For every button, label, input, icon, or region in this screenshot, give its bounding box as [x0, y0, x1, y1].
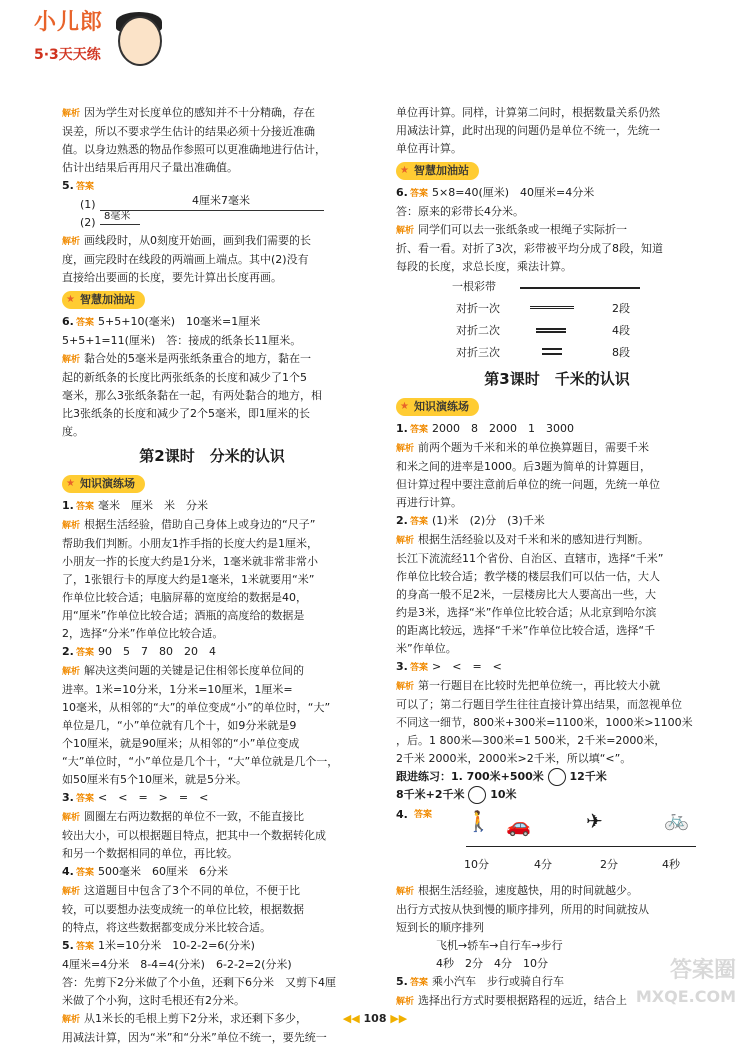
text-line: 长江下流流经11个省份、自治区、直辖市，选择“千米”: [396, 552, 664, 565]
text-line: 个10厘米，就是90厘米；从相邻的“小”单位变成: [62, 737, 300, 750]
text-line: 用减法计算，此时出现的问题仍是单位不统一，先统一: [396, 124, 660, 137]
fold-3-label: 对折三次: [456, 346, 500, 359]
text-line: 用减法计算，因为“米”和“分米”单位不统一，要先统一: [62, 1031, 327, 1044]
right-column: [396, 104, 718, 1011]
text-line: 的特点，将这些数据都变成分米比较合适。: [62, 921, 271, 934]
text-line: 单位再计算。同样，计算第二问时，根据数量关系仍然: [396, 106, 660, 119]
text-line: 解析 前两个题为千米和米的单位换算题目，需要千米: [396, 441, 650, 454]
walking-person-icon: 🚶: [466, 809, 491, 833]
series-name: 5·3天天练: [34, 47, 101, 63]
watermark: 答案圈 MXQE.COM: [635, 958, 736, 1006]
text-line: 再进行计算。: [396, 496, 462, 509]
question-4: 4. 答案 500毫米 60厘米 6分米: [62, 865, 229, 878]
question-6: 6. 答案 5×8=40(厘米) 40厘米=4分米: [396, 186, 595, 199]
text-line: 米做了个小狗，这时毛根还有2分米。: [62, 994, 245, 1007]
fold-2-strip: [536, 328, 566, 333]
text-line: 较，可以要想办法变成统一的单位比较，根据数据: [62, 903, 304, 916]
text-line: 可以了；第二行题目学生往往直接计算出结果，而忽视单位: [396, 698, 682, 711]
text-line: 解析 因为学生对长度单位的感知并不十分精确，存在: [62, 104, 362, 123]
lesson-3-title: 第3课时 千米的认识: [484, 370, 630, 388]
text-line: 误差，所以不要求学生估计的结果必须十分接近准确: [62, 125, 315, 138]
text-line: ，后。1 800米—300米=1 500米，2千米=2000米，: [396, 734, 666, 747]
order-line: 飞机→轿车→自行车→步行: [436, 939, 563, 952]
text-line: 折、看一看。对折了3次，彩带被平均分成了8段，知道: [396, 242, 663, 255]
time-walk: 10分: [464, 858, 489, 871]
prev-arrow-icon: ◀◀: [342, 1012, 360, 1025]
text-line: 解析 选择出行方式时要根据路程的远近，结合上: [396, 994, 628, 1007]
follow-up-2: 8千米+2千米 10米: [396, 786, 718, 804]
text-line: 毫米，那么3张纸条黏在一起，有两处黏合的地方，相: [62, 389, 322, 402]
text-line: 比3张纸条的长度和减少了2个5毫米，即1厘米的长: [62, 407, 310, 420]
text-line: 估计出结果后再用尺子量出准确值。: [62, 161, 238, 174]
transport-diagram: 4. 答案 🚶 🚗 ✈ 🚲 10分 4分 2分 4秒: [396, 806, 718, 880]
text-line: 短到长的顺序排列: [396, 921, 484, 934]
question-5: 5. 答案: [62, 179, 95, 192]
text-line: 2千米 2000米，2000米>2千米，所以填“<”。: [396, 752, 632, 765]
text-line: 4厘米=4分米 8-4=4(分米) 6-2-2=2(分米): [62, 958, 292, 971]
question-1: 1. 答案 毫米 厘米 米 分米: [62, 499, 209, 512]
question-3: 3. 答案 > < = <: [396, 660, 502, 673]
question-5b: 5. 答案 1米=10分米 10-2-2=6(分米): [62, 939, 255, 952]
text-line: 作单位比较合适；教学楼的楼层我们可以估一估，大人: [396, 570, 660, 583]
text-line: 作单位比较合适；电脑屏幕的宽度给的数据是40，: [62, 591, 307, 604]
text-line: 了，1张银行卡的厚度大约是1毫米，1米就要用“米”: [62, 573, 315, 586]
text-line: 米”作单位。: [396, 642, 457, 655]
banner-zhihui: ★ 智慧加油站: [62, 291, 145, 309]
text-line: 的距离比较远，选择“千米”作单位比较合适，选择“千: [396, 624, 656, 637]
text-line: 直接给出要画的长度，要先计算出长度再画。: [62, 271, 282, 284]
text-line: 答：原来的彩带长4分米。: [396, 205, 524, 218]
text-line: 解析 根据生活经验，借助自己身体上或身边的“尺子”: [62, 518, 316, 531]
brand-name: 小儿郎: [34, 10, 104, 35]
text-line: 解析 这道题目中包含了3个不同的单位，不便于比: [62, 884, 301, 897]
follow-up-1: 跟进练习：1. 700米+500米 12千米: [396, 768, 718, 786]
banner-zhishi: ★ 知识演练场: [396, 398, 479, 416]
text-line: 进率。1米=10分米，1分米=10厘米，1厘米=: [62, 683, 293, 696]
time-car: 4分: [534, 858, 552, 871]
time-bike: 2分: [600, 858, 618, 871]
page-number: ◀◀ 108 ▶▶: [342, 1012, 408, 1025]
next-arrow-icon: ▶▶: [390, 1012, 408, 1025]
compare-circle: [548, 768, 566, 786]
text-line: 2，选择“分米”作单位比较合适。: [62, 627, 224, 640]
text-line: 度。: [62, 425, 84, 438]
text-line: 解析 解决这类问题的关键是记住相邻长度单位间的: [62, 664, 305, 677]
brand-logo: [34, 10, 144, 68]
fold-3-strip: [542, 348, 562, 355]
text-line: 帮助我们判断。小朋友1拃手指的长度大约是1厘米，: [62, 537, 318, 550]
text-line: 小朋友一拃的长度大约是1分米，1毫米就非常非常小: [62, 555, 318, 568]
fold-1-count: 2段: [612, 302, 630, 315]
ribbon-label: 一根彩带: [452, 280, 496, 293]
text-line: 出行方式按从快到慢的顺序排列，所用的时间就按从: [396, 903, 649, 916]
text-line: “大”单位时，“小”单位是几个十，“大”单位就是几个一，: [62, 755, 339, 768]
text-line: 的身高一般不足2米，一层楼房比大人要高出一些，大: [396, 588, 656, 601]
text-line: 解析 根据生活经验以及对千米和米的感知进行判断。: [396, 533, 650, 546]
text-line: 和另一个数据相同的单位，再比较。: [62, 847, 238, 860]
ribbon-strip: [520, 287, 640, 289]
text-line: 解析 画线段时，从0刻度开始画，画到我们需要的长: [62, 234, 312, 247]
text-line: 约是3米，选择“米”作单位比较合适；从北京到哈尔滨: [396, 606, 657, 619]
car-icon: 🚗: [506, 813, 531, 837]
text-line: 每段的长度，求总长度，乘法计算。: [396, 260, 572, 273]
fold-2-label: 对折二次: [456, 324, 500, 337]
text-line: 解析 圆圈左右两边数据的单位不一致，不能直接比: [62, 810, 305, 823]
fold-1-strip: [530, 306, 574, 309]
compare-circle: [468, 786, 486, 804]
segment-2: (2) 8毫米: [62, 214, 362, 232]
text-line: 不同这一细节，800米+300米=1100米，1000米>1100米: [396, 716, 693, 729]
text-line: 和米之间的进率是1000。后3题为简单的计算题目，: [396, 460, 651, 473]
banner-zhishi: ★ 知识演练场: [62, 475, 145, 493]
segment-1: (1) 4厘米7毫米: [62, 196, 362, 214]
connector-line: [466, 846, 696, 847]
fold-diagram: [396, 278, 718, 364]
question-2: 2. 答案 90 5 7 80 20 4: [62, 645, 217, 658]
text-line: 10毫米，从相邻的“大”的单位变成“小”的单位时，“大”: [62, 701, 331, 714]
fold-1-label: 对折一次: [456, 302, 500, 315]
lesson-2-title: 第2课时 分米的认识: [139, 447, 285, 465]
text-line: 解析 同学们可以去一张纸条或一根绳子实际折一: [396, 223, 628, 236]
question-6: 6. 答案 5+5+10(毫米) 10毫米=1厘米: [62, 315, 261, 328]
left-column: [62, 104, 362, 1047]
text-line: 起的新纸条的长度比两张纸条的长度和减少了1个5: [62, 371, 307, 384]
text-line: 5+5+1=11(厘米) 答：接成的纸条长11厘米。: [62, 334, 302, 347]
question-2: 2. 答案 (1)米 (2)分 (3)千米: [396, 514, 545, 527]
order-times: 4秒 2分 4分 10分: [436, 957, 548, 970]
text-line: 解析 根据生活经验，速度越快，用的时间就越少。: [396, 884, 639, 897]
text-line: 度，画完段时在线段的两端画上端点。其中(2)没有: [62, 253, 309, 266]
text-line: 答：先剪下2分米做了个小鱼，还剩下6分米 又剪下4厘: [62, 976, 336, 989]
text-line: 用“厘米”作单位比较合适；酒瓶的高度给的数据是: [62, 609, 305, 622]
time-plane: 4秒: [662, 858, 680, 871]
airplane-icon: ✈: [586, 809, 603, 833]
text-line: 解析 黏合处的5毫米是两张纸条重合的地方，黏在一: [62, 352, 312, 365]
fold-3-count: 8段: [612, 346, 630, 359]
question-3: 3. 答案 < < = > = <: [62, 791, 209, 804]
fold-2-count: 4段: [612, 324, 630, 337]
question-1: 1. 答案 2000 8 2000 1 3000: [396, 422, 574, 435]
jiexi-tag: 解析: [62, 109, 81, 119]
bicycle-icon: 🚲: [664, 807, 689, 831]
mascot-face-icon: [118, 16, 162, 66]
text-line: 如50厘米有5个10厘米，就是5分米。: [62, 773, 247, 786]
question-5: 5. 答案 乘小汽车 步行或骑自行车: [396, 975, 565, 988]
text-line: 但计算过程中要注意前后单位的统一问题，先统一单位: [396, 478, 660, 491]
text-line: 单位是几，“小”单位就有几个十，如9分米就是9: [62, 719, 297, 732]
text-line: 较出大小，可以根据题目特点，把其中一个数据转化成: [62, 829, 326, 842]
text-line: 单位再计算。: [396, 142, 462, 155]
text-line: 值。以身边熟悉的物品作参照可以更准确地进行估计，: [62, 143, 326, 156]
text-line: 解析 第一行题目在比较时先把单位统一，再比较大小就: [396, 679, 661, 692]
banner-zhihui: ★ 智慧加油站: [396, 162, 479, 180]
text-line: 解析 从1米长的毛根上剪下2分米，求还剩下多少，: [62, 1012, 308, 1025]
